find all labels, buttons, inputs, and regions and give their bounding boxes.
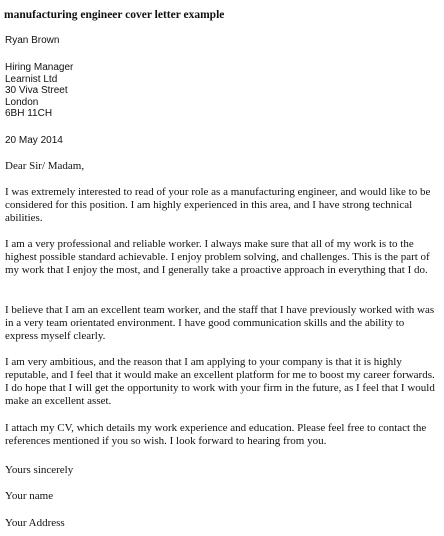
recipient-line: 30 Viva Street <box>5 85 68 96</box>
recipient-line: Learnist Ltd <box>5 73 58 85</box>
salutation: Dear Sir/ Madam, <box>5 160 85 172</box>
letter-date: 20 May 2014 <box>5 135 63 146</box>
recipient-line: Hiring Manager <box>5 62 74 73</box>
recipient-line: 6BH 11CH <box>5 108 53 119</box>
body-paragraph: I believe that I am an excellent team worker, and the staff that I have previously worked with was in a very team orientated environment. I have good communication skills and the ability to express myself clearly. <box>5 304 435 342</box>
document-title: manufacturing engineer cover letter example <box>4 9 225 21</box>
signature-name: Your name <box>5 490 54 502</box>
body-paragraph: I was extremely interested to read of your role as a manufacturing engineer, and would like to be considered for this position. I am highly experienced in this area, and I have strong technical abilities. <box>5 186 431 224</box>
recipient-address-block <box>5 62 73 120</box>
body-paragraph: I am a very professional and reliable worker. I always make sure that all of my work is to the highest possible standard achievable. I enjoy problem solving, and challenges. This is the part of my work that I enjoy the most, and I generally take a proactive approach in everything that I do. <box>5 238 430 276</box>
sender-name: Ryan Brown <box>5 35 60 46</box>
signature-address: Your Address <box>5 517 65 529</box>
recipient-line: London <box>5 96 39 108</box>
body-paragraph: I attach my CV, which details my work experience and education. Please feel free to contact the references mentioned if you so wish. I look forward to hearing from you. <box>5 422 427 447</box>
closing: Yours sincerely <box>5 464 74 476</box>
body-paragraph: I am very ambitious, and the reason that I am applying to your company is that it is highly reputable, and I feel that it would make an excellent platform for me to boost my career forwards. I do hope that I will get the opportunity to work with your firm in the future, as I feel that I would make an excellent asset. <box>5 356 435 407</box>
